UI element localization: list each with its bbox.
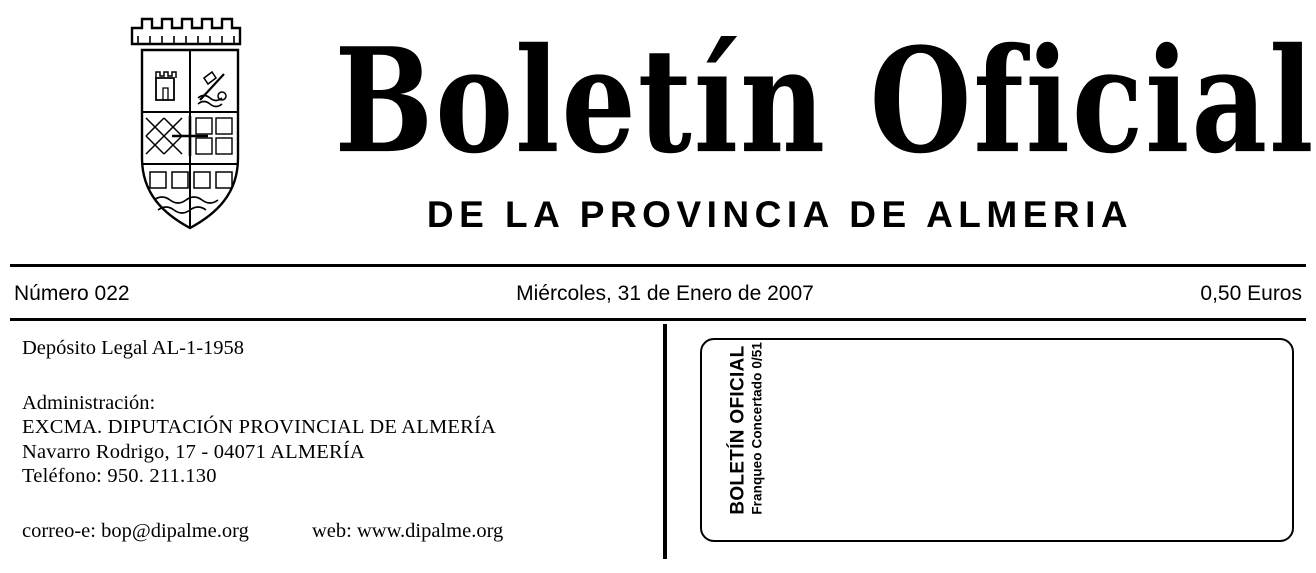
divider-vertical bbox=[663, 324, 667, 559]
coat-of-arms-icon bbox=[120, 8, 260, 240]
franking-subtitle: Franqueo Concertado 0/51 bbox=[749, 341, 765, 515]
imprint-block bbox=[22, 338, 642, 541]
phone-line: Teléfono: 950. 211.130 bbox=[22, 465, 217, 487]
masthead-titles bbox=[330, 6, 1316, 236]
issue-number: Número 022 bbox=[14, 282, 130, 305]
divider-top bbox=[10, 264, 1306, 267]
divider-bottom bbox=[10, 318, 1306, 321]
administration-line-1: EXCMA. DIPUTACIÓN PROVINCIAL DE ALMERÍA bbox=[22, 416, 497, 438]
franking-title: BOLETÍN OFICIAL bbox=[727, 345, 749, 515]
issue-date: Miércoles, 31 de Enero de 2007 bbox=[516, 282, 814, 305]
contact-line bbox=[22, 521, 642, 542]
imprint-area bbox=[0, 324, 1316, 564]
administration-label: Administración: bbox=[22, 391, 156, 414]
issue-price: 0,50 Euros bbox=[1200, 282, 1302, 305]
page-subtitle: DE LA PROVINCIA DE ALMERIA bbox=[426, 193, 1134, 235]
email-link[interactable]: correo-e: bop@dipalme.org bbox=[22, 519, 249, 542]
issue-bar bbox=[14, 276, 1302, 312]
legal-deposit: Depósito Legal AL-1-1958 bbox=[22, 337, 245, 359]
franking-box bbox=[700, 338, 1294, 542]
franking-text bbox=[716, 341, 888, 526]
masthead bbox=[0, 0, 1316, 258]
administration-line-2: Navarro Rodrigo, 17 - 04071 ALMERÍA bbox=[22, 440, 365, 463]
page-title: Boletín Oficial bbox=[334, 15, 1316, 186]
web-link[interactable]: web: www.dipalme.org bbox=[312, 519, 504, 542]
